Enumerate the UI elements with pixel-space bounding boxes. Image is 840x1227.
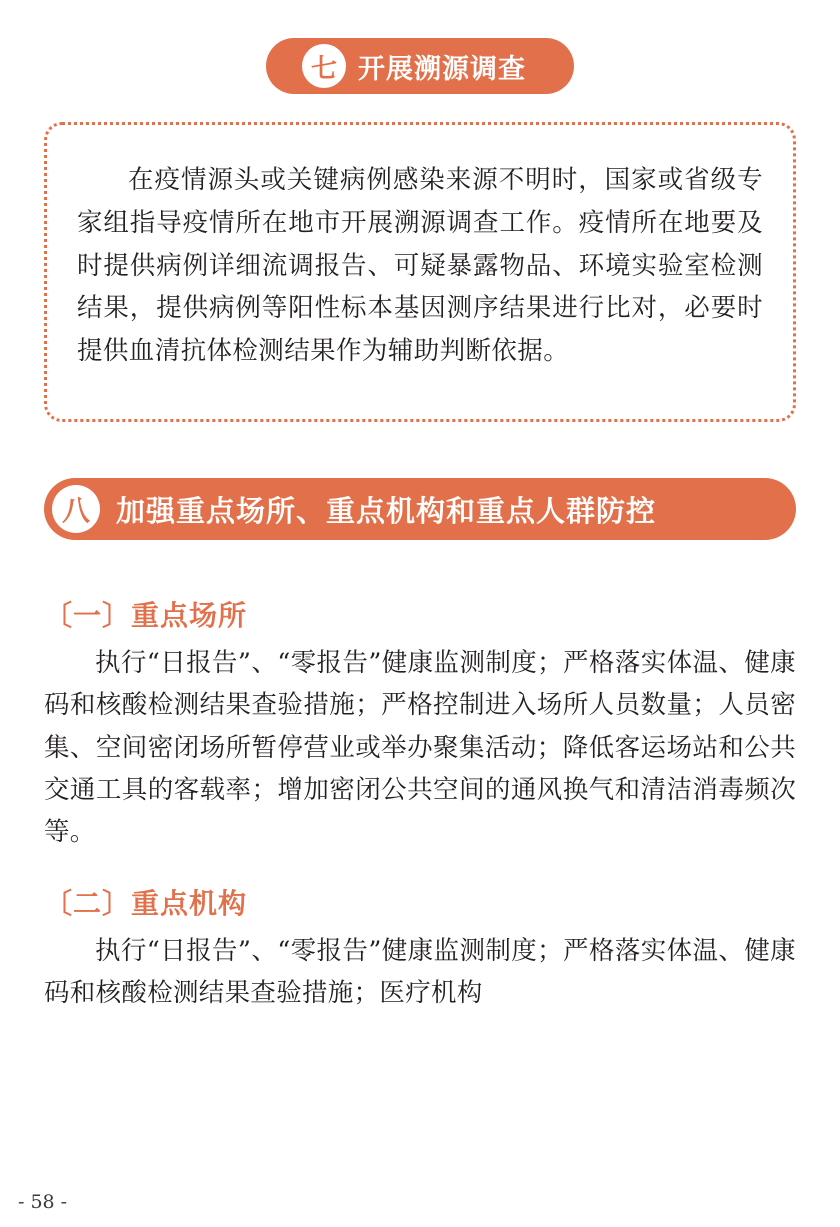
- section-8-number: 八: [52, 485, 100, 533]
- subsection-1-body: 执行“日报告”、“零报告”健康监测制度；严格落实体温、健康码和核酸检测结果查验措施；严格控制进入场所人员数量；人员密集、空间密闭场所暂停营业或举办聚集活动；降低客运场站和公共交通工具的客载率；增加密闭公共空间的通风换气和清洁消毒频次等。: [44, 648, 796, 848]
- section-7-body-text: 在疫情源头或关键病例感染来源不明时，国家或省级专家组指导疫情所在地市开展溯源调查工作。疫情所在地要及时提供病例详细流调报告、可疑暴露物品、环境实验室检测结果，提供病例等阳性标本基因测序结果进行比对，必要时提供血清抗体检测结果作为辅助判断依据。: [77, 165, 763, 367]
- section-7-header: [266, 38, 574, 94]
- page-number: - 58 -: [18, 1191, 68, 1213]
- subsection-2-heading: 〔二〕重点机构: [44, 886, 248, 920]
- subsection-1-heading: 〔一〕重点场所: [44, 599, 248, 632]
- section-7-number: 七: [302, 44, 346, 88]
- subsection-2-body: 执行“日报告”、“零报告”健康监测制度；严格落实体温、健康码和核酸检测结果查验措施；医疗机构: [44, 935, 796, 1008]
- section-7-callout-box: [44, 122, 796, 422]
- section-8-content: [44, 594, 796, 1014]
- section-8-header: [44, 478, 796, 540]
- section-7-title: 开展溯源调查: [358, 53, 526, 84]
- section-8-title: 加强重点场所、重点机构和重点人群防控: [116, 495, 657, 528]
